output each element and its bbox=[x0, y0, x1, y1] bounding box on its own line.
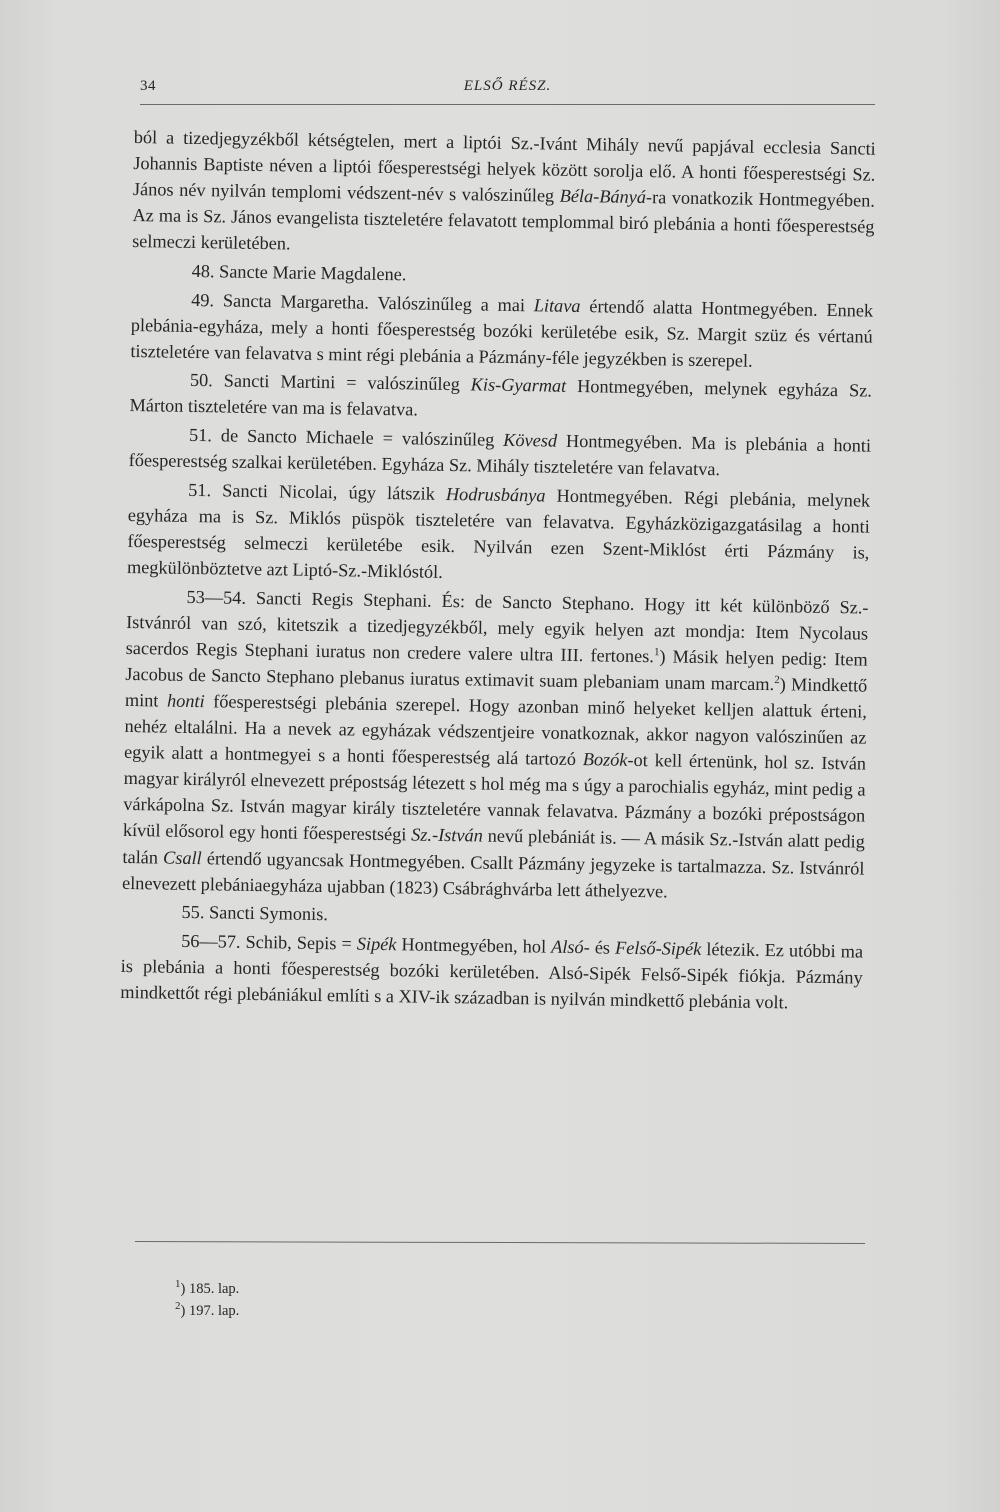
text-run: 49. Sancta Margaretha. Valószinűleg a mai bbox=[191, 289, 534, 315]
italic-term: Béla-Bányá bbox=[559, 185, 647, 208]
footnotes bbox=[175, 1278, 239, 1322]
text-run: 51. de Sancto Michaele = valószinűleg bbox=[188, 424, 504, 450]
text-run: 50. Sancti Martini = valószinűleg bbox=[189, 370, 471, 395]
footnote-text: ) 197. lap. bbox=[180, 1303, 240, 1319]
text-run: Hontmegyében. Ma is plebánia a honti főesperestség szalkai kerületében. Egyháza Sz. Mihály tiszteletére van felavatva. bbox=[128, 430, 872, 480]
italic-term: Bozók bbox=[582, 749, 628, 770]
italic-term: Felső-Sipék bbox=[614, 937, 702, 959]
text-run: Hontmegyében, hol bbox=[396, 934, 552, 957]
text-run: értendő alatta Hontmegyében. Ennek plebánia-egyháza, mely a honti főesperestség bozóki kerületébe esik, Sz. Margit szüz és vértanú tiszteletére van felavatva s mint régi plebánia a Pázmány-féle jegyzékben is szerepel. bbox=[130, 295, 874, 371]
text-run: 56—57. Schib, Sepis = bbox=[181, 930, 358, 954]
text-run: főesperestségi plebánia szerepel. Hogy azonban minő helyeket kelljen alattuk érteni, nehéz eltalálni. Ha a nevek az egyházak védszentjeire vonatkoznak, akkor nagyon valószinűen az egyik alatt a hontmegyei s a honti főesperestség alá tartozó bbox=[123, 691, 868, 770]
footnote bbox=[175, 1278, 239, 1300]
text-run: 55. Sancti Symonis. bbox=[181, 902, 329, 925]
italic-term: Alsó- bbox=[551, 936, 590, 958]
italic-term: honti bbox=[166, 690, 205, 712]
italic-term: Sz.-István bbox=[411, 824, 484, 847]
text-run: 51. Sancti Nicolai, úgy látszik bbox=[188, 479, 447, 504]
footnote-rule bbox=[135, 1241, 865, 1244]
italic-term: Litava bbox=[533, 294, 581, 316]
text-run: ) Mindkettő mint bbox=[124, 674, 868, 711]
footnote-marker: 1 bbox=[175, 1278, 181, 1291]
footnote-ref: 2 bbox=[774, 673, 780, 686]
text-run: ból a tizedjegyzékből kétségtelen, mert a liptói Sz.-Ivánt Mihály nevű papjával ecclesia Sancti Johannis Baptiste néven a liptói főesperestségi helyek között sorolja elő. A honti főesperestségi Sz. János név nyilván templomi védszent-név s valószinűleg bbox=[132, 126, 876, 206]
text-run: -ra vonatkozik Hontmegyében. Az ma is Sz. János evangelista tiszteletére felavatott templommal biró plebánia a honti főesperestség selmeczi kerületében. bbox=[131, 187, 876, 254]
italic-term: Hodrusbánya bbox=[445, 483, 546, 506]
paragraph bbox=[120, 927, 863, 1017]
text-run: és bbox=[589, 937, 616, 958]
body-text bbox=[120, 124, 876, 1017]
italic-term: Sipék bbox=[356, 933, 397, 955]
footnote-ref: 1 bbox=[653, 645, 660, 659]
italic-term: Kövesd bbox=[503, 429, 558, 451]
page-header bbox=[140, 78, 875, 100]
text-run: -ot kell értenünk, hol sz. István magyar királyról elnevezett prépostság létezett s hol még ma s úgy a parochialis egyház, mint pedig a várkápolna Sz. István magyar király tiszteletére vannak felavatva. Pázmány a bozóki prépostságon kívül elősorol egy honti főesperestségi bbox=[122, 749, 867, 845]
footnote-marker: 2 bbox=[175, 1300, 181, 1313]
text-run: Hontmegyében, melynek egyháza Sz. Márton tiszteletére van ma is felavatva. bbox=[129, 376, 873, 420]
text-run: nevű plebániát is. — A másik Sz.-István alatt pedig talán bbox=[122, 826, 865, 868]
footnote bbox=[175, 1300, 239, 1322]
paragraph bbox=[122, 583, 869, 908]
paragraph bbox=[129, 421, 872, 485]
paragraph bbox=[130, 286, 873, 376]
text-run: Hontmegyében. Régi plebánia, melynek egyháza ma is Sz. Miklós püspök tiszteletére van felavatva. Egyházközigazgatásilag a honti főesperestség selmeczi kerületébe esik. Nyilván ezen Szent-Miklóst érti Pázmány is, megkülönböztetve azt Liptó-Sz.-Miklóstól. bbox=[126, 485, 871, 582]
header-rule bbox=[140, 104, 875, 105]
paragraph bbox=[127, 476, 871, 592]
text-run: ) Másik helyen pedig: Item Jacobus de Sancto Stephano plebanus iuratus extimavit suam plebaniam unam marcam. bbox=[125, 646, 868, 694]
paragraph bbox=[132, 124, 876, 266]
paragraph bbox=[129, 366, 872, 430]
text-run: 53—54. Sancti Regis Stephani. És: de Sancto Stephano. Hogy itt két különböző Sz.-Istvánról van szó, kitetszik a tizedjegyzékből, mely egyik helyen azt mondja: Item Nycolaus sacerdos Regis Stephani iuratus non credere valere ultra III. fertones. bbox=[125, 586, 869, 667]
text-run: 48. Sancte Marie Magdalene. bbox=[191, 260, 407, 285]
text-run: létezik. Ez utóbbi ma is plebánia a honti főesperestség bozóki kerületében. Alsó-Sipék Felső-Sipék fiókja. Pázmány mindkettőt régi plebániákul említi s a XIV-ik században is nyilván mindkettő plebánia volt. bbox=[120, 938, 864, 1013]
footnote-text: ) 185. lap. bbox=[180, 1281, 240, 1297]
italic-term: Kis-Gyarmat bbox=[470, 374, 567, 397]
text-run: értendő ugyancsak Hontmegyében. Csallt Pázmány jegyzeke is tartalmazza. Sz. Istvánról elnevezett plebániaegyháza ujabban (1823) Csábrághvárba lett áthelyezve. bbox=[121, 847, 865, 902]
page-number: 34 bbox=[140, 78, 156, 94]
running-title: ELSŐ RÉSZ. bbox=[463, 78, 552, 94]
italic-term: Csall bbox=[162, 847, 202, 868]
